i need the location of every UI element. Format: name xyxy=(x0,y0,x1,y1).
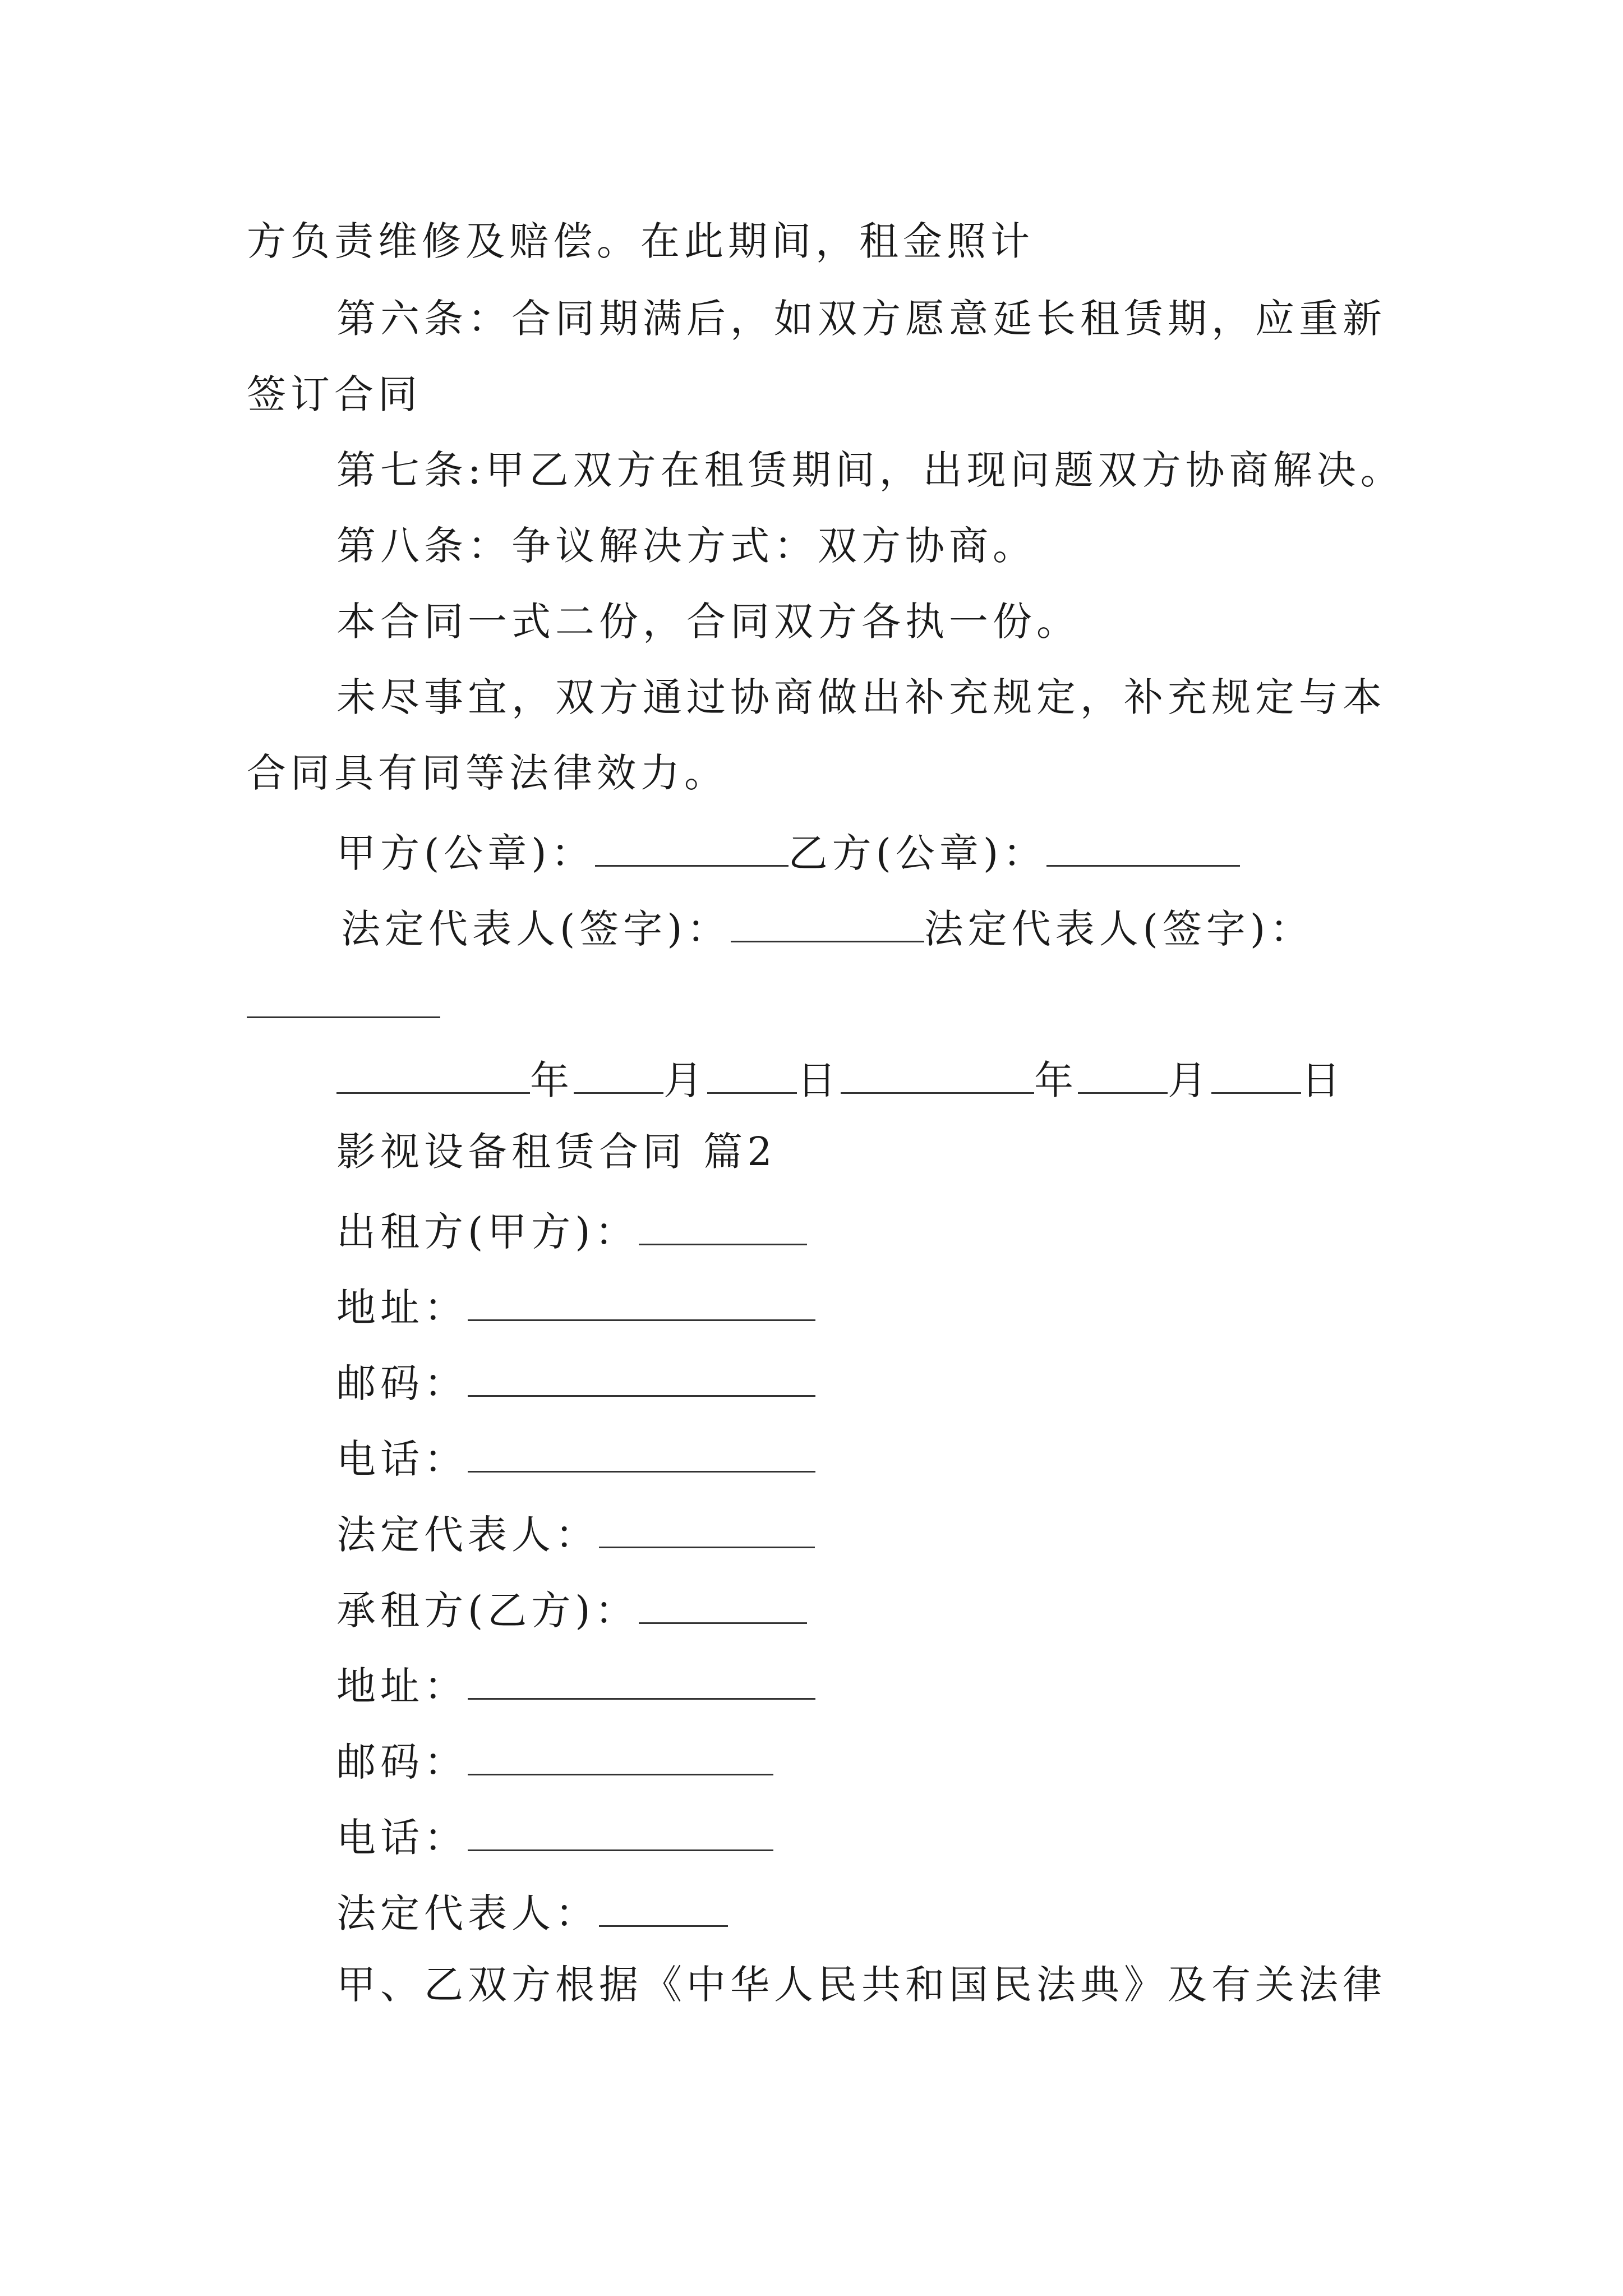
representative-sign-line xyxy=(341,905,1314,952)
rep-sign-b-blank[interactable] xyxy=(247,981,440,1018)
lessor-rep-line xyxy=(336,1511,815,1558)
text-line-5: 第八条：争议解决方式：双方协商。 xyxy=(336,523,1036,569)
lessor-address-label: 地址： xyxy=(336,1285,468,1331)
lessee-phone-line xyxy=(336,1814,773,1861)
date-b-month-label: 月 xyxy=(1168,1057,1211,1103)
lessor-phone-line xyxy=(336,1435,815,1482)
lessee-blank[interactable] xyxy=(639,1586,807,1624)
lessor-rep-label: 法定代表人： xyxy=(336,1512,599,1558)
date-a-day-blank[interactable] xyxy=(707,1056,797,1094)
lessee-postcode-label: 邮码： xyxy=(336,1739,468,1785)
seal-line xyxy=(336,829,1240,876)
text-line-4: 第七条:甲乙双方在租赁期间，出现问题双方协商解决。 xyxy=(336,447,1404,493)
text-line-6: 本合同一式二份，合同双方各执一份。 xyxy=(336,599,1080,645)
date-a-day-label: 日 xyxy=(797,1057,841,1103)
lessor-postcode-blank[interactable] xyxy=(468,1359,815,1397)
lessee-line xyxy=(336,1586,807,1634)
date-a-month-blank[interactable] xyxy=(574,1056,663,1094)
lessee-rep-line xyxy=(336,1889,728,1936)
lessor-phone-blank[interactable] xyxy=(468,1435,815,1473)
lessor-address-blank[interactable] xyxy=(468,1283,815,1321)
date-a-month-label: 月 xyxy=(663,1057,707,1103)
lessor-address-line xyxy=(336,1283,815,1331)
lessor-line xyxy=(336,1208,807,1255)
text-line-8: 合同具有同等法律效力。 xyxy=(247,750,728,796)
lessor-postcode-label: 邮码： xyxy=(336,1360,468,1406)
rep-sign-a-blank[interactable] xyxy=(731,905,924,942)
date-b-day-blank[interactable] xyxy=(1211,1056,1301,1094)
lessee-phone-label: 电话： xyxy=(336,1815,468,1861)
lessor-postcode-line xyxy=(336,1359,815,1406)
lessee-address-line xyxy=(336,1662,815,1709)
lessee-address-label: 地址： xyxy=(336,1663,468,1709)
text-line-1: 方负责维修及赔偿。在此期间，租金照计 xyxy=(247,218,1034,264)
party-a-seal-blank[interactable] xyxy=(595,829,789,867)
date-b-year-blank[interactable] xyxy=(841,1056,1034,1094)
lessor-phone-label: 电话： xyxy=(336,1436,468,1482)
lessee-postcode-blank[interactable] xyxy=(468,1738,773,1775)
date-b-day-label: 日 xyxy=(1301,1057,1345,1103)
lessee-label: 承租方(乙方)： xyxy=(336,1588,639,1634)
rep-sign-b-line xyxy=(247,981,440,1024)
party-b-seal-label: 乙方(公章)： xyxy=(788,830,1047,876)
party-a-seal-label: 甲方(公章)： xyxy=(336,830,595,876)
section-2-title: 影视设备租赁合同 篇2 xyxy=(336,1129,777,1175)
lessee-postcode-line xyxy=(336,1738,773,1785)
date-b-year-label: 年 xyxy=(1034,1057,1078,1103)
lessee-phone-blank[interactable] xyxy=(468,1814,773,1851)
rep-sign-b-label: 法定代表人(签字)： xyxy=(924,906,1314,952)
lessor-blank[interactable] xyxy=(639,1208,807,1245)
text-line-last: 甲、乙双方根据《中华人民共和国民法典》及有关法律 xyxy=(336,1962,1386,2008)
party-b-seal-blank[interactable] xyxy=(1046,829,1240,867)
rep-sign-a-label: 法定代表人(签字)： xyxy=(341,906,731,952)
lessor-label: 出租方(甲方)： xyxy=(336,1209,639,1255)
text-line-7: 未尽事宜，双方通过协商做出补充规定，补充规定与本 xyxy=(336,674,1386,720)
lessor-rep-blank[interactable] xyxy=(599,1511,815,1548)
date-a-year-label: 年 xyxy=(530,1057,574,1103)
date-a-year-blank[interactable] xyxy=(336,1056,530,1094)
date-b-month-blank[interactable] xyxy=(1078,1056,1168,1094)
lessee-rep-label: 法定代表人： xyxy=(336,1890,599,1936)
lessee-address-blank[interactable] xyxy=(468,1662,815,1700)
date-line xyxy=(336,1056,1345,1103)
lessee-rep-blank[interactable] xyxy=(599,1889,728,1927)
text-line-2: 第六条：合同期满后，如双方愿意延长租赁期，应重新 xyxy=(336,296,1386,342)
text-line-3: 签订合同 xyxy=(247,371,422,417)
